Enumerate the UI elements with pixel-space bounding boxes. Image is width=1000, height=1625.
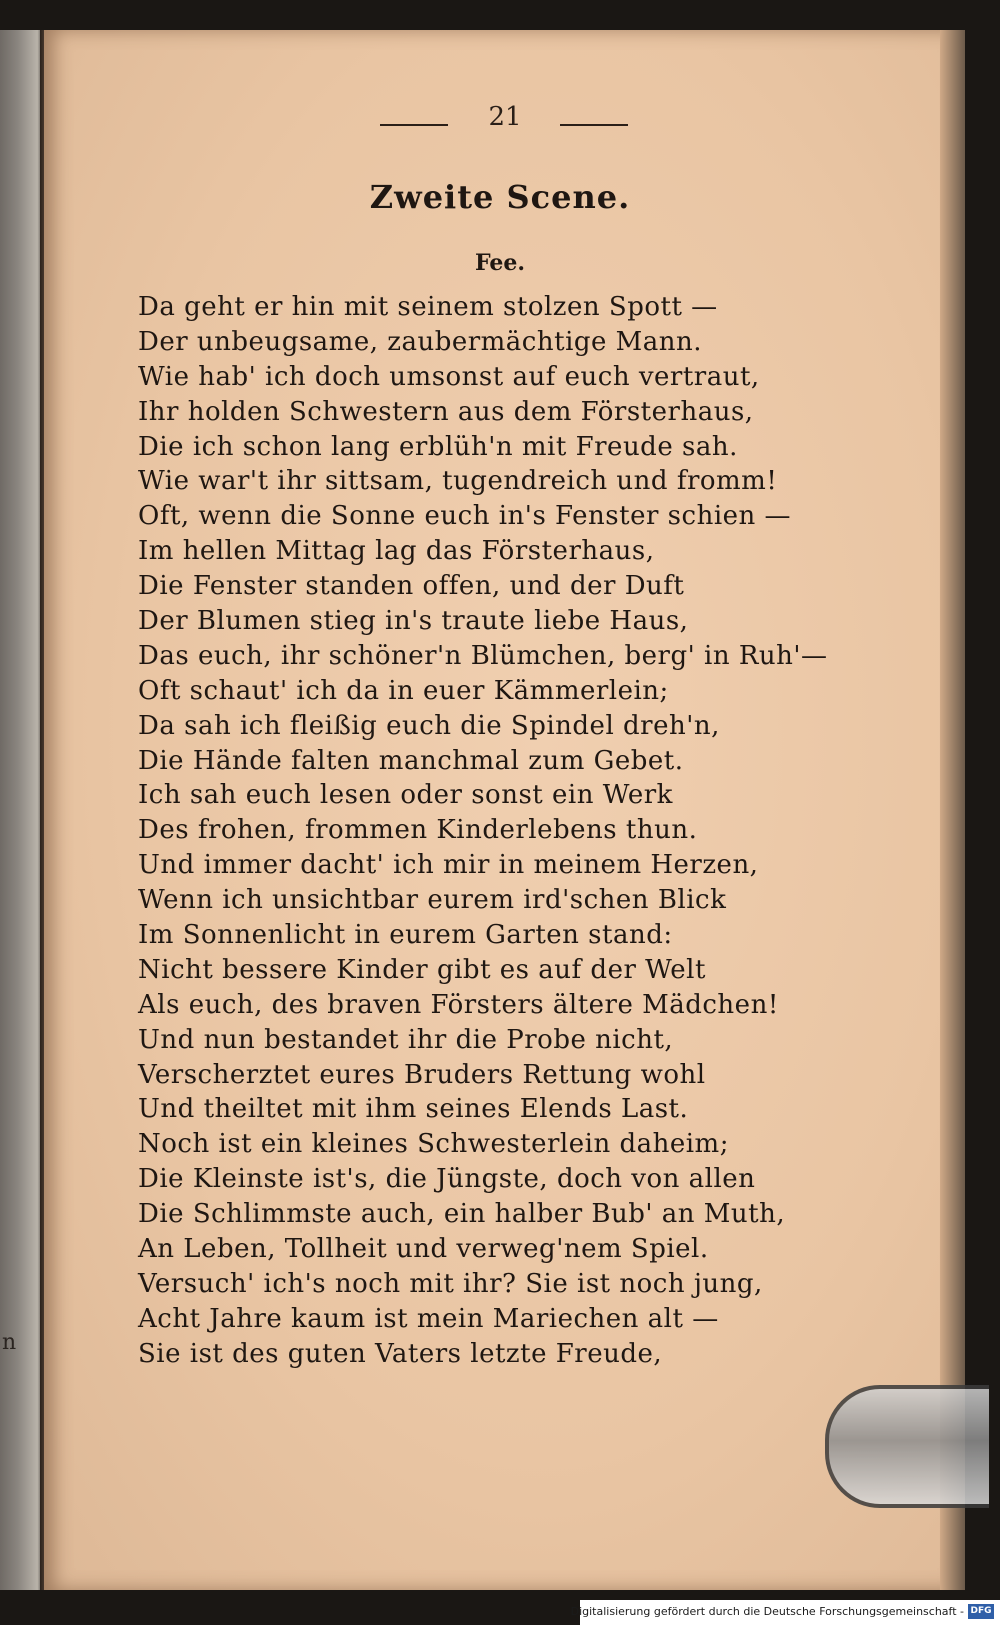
verse-line: Da sah ich fleißig euch die Spindel dreh'n,: [138, 710, 720, 741]
header-rule-right: [560, 124, 628, 126]
verse-line: Oft schaut' ich da in euer Kämmerlein;: [138, 675, 669, 706]
verse-line: Verscherztet eures Bruders Rettung wohl: [138, 1059, 706, 1090]
speaker-name: Fee.: [474, 250, 526, 276]
verse-line: Nicht bessere Kinder gibt es auf der Welt: [138, 954, 706, 985]
verse-line: Im Sonnenlicht in eurem Garten stand:: [138, 920, 673, 951]
left-page-text-fragment: n: [2, 1330, 17, 1355]
verse-line: Ich sah euch lesen oder sonst ein Werk: [138, 780, 673, 811]
verse-line: Der Blumen stieg in's traute liebe Haus,: [138, 606, 689, 637]
verse-line: An Leben, Tollheit und verweg'nem Spiel.: [138, 1234, 709, 1265]
verse-line: Da geht er hin mit seinem stolzen Spott —: [138, 292, 718, 322]
page-number: 21: [488, 102, 522, 132]
verse-line: Oft, wenn die Sonne euch in's Fenster schien —: [138, 501, 792, 532]
verse-line: Das euch, ihr schöner'n Blümchen, berg' in Ruh'—: [138, 640, 828, 671]
verse-line: Der unbeugsame, zaubermächtige Mann.: [138, 326, 703, 357]
verse-line: Im hellen Mittag lag das Försterhaus,: [138, 536, 655, 567]
page-header: [0, 102, 1000, 142]
verse-line: Die Schlimmste auch, ein halber Bub' an Muth,: [138, 1199, 786, 1230]
header-rule-left: [380, 124, 448, 126]
verse-line: Wenn ich unsichtbar eurem ird'schen Blick: [138, 885, 727, 916]
footer-credit: Digitalisierung gefördert durch die Deutsche Forschungsgemeinschaft -: [570, 1605, 964, 1618]
verse-line: Des frohen, frommen Kinderlebens thun.: [138, 815, 698, 846]
verse-block: [138, 290, 838, 1372]
bookmark-tab: [825, 1385, 989, 1508]
verse-line: Und immer dacht' ich mir in meinem Herzen,: [138, 850, 759, 881]
verse-line: Die Fenster standen offen, und der Duft: [138, 571, 685, 602]
verse-line: Acht Jahre kaum ist mein Mariechen alt —: [138, 1303, 719, 1334]
verse-line: Die Hände falten manchmal zum Gebet.: [138, 745, 684, 776]
scene-title: Zweite Scene.: [369, 178, 631, 216]
verse-line: Die Kleinste ist's, die Jüngste, doch von allen: [138, 1164, 756, 1195]
verse-line: Ihr holden Schwestern aus dem Försterhaus,: [138, 396, 754, 427]
dfg-logo: DFG: [968, 1604, 994, 1619]
verse-line: Und nun bestandet ihr die Probe nicht,: [138, 1024, 674, 1055]
verse-line: Noch ist ein kleines Schwesterlein daheim;: [138, 1129, 729, 1160]
verse-line: Wie hab' ich doch umsonst auf euch vertraut,: [138, 361, 760, 392]
verse-line: Sie ist des guten Vaters letzte Freude,: [138, 1338, 663, 1369]
verse-line: Wie war't ihr sittsam, tugendreich und fromm!: [138, 466, 778, 497]
verse-line: Versuch' ich's noch mit ihr? Sie ist noch jung,: [138, 1268, 763, 1299]
verse-line: Und theiltet mit ihm seines Elends Last.: [138, 1094, 689, 1125]
digitization-footer: [570, 1600, 1000, 1625]
verse-line: Die ich schon lang erblüh'n mit Freude sah.: [138, 431, 738, 462]
verse-line: Als euch, des braven Försters ältere Mädchen!: [138, 989, 779, 1020]
